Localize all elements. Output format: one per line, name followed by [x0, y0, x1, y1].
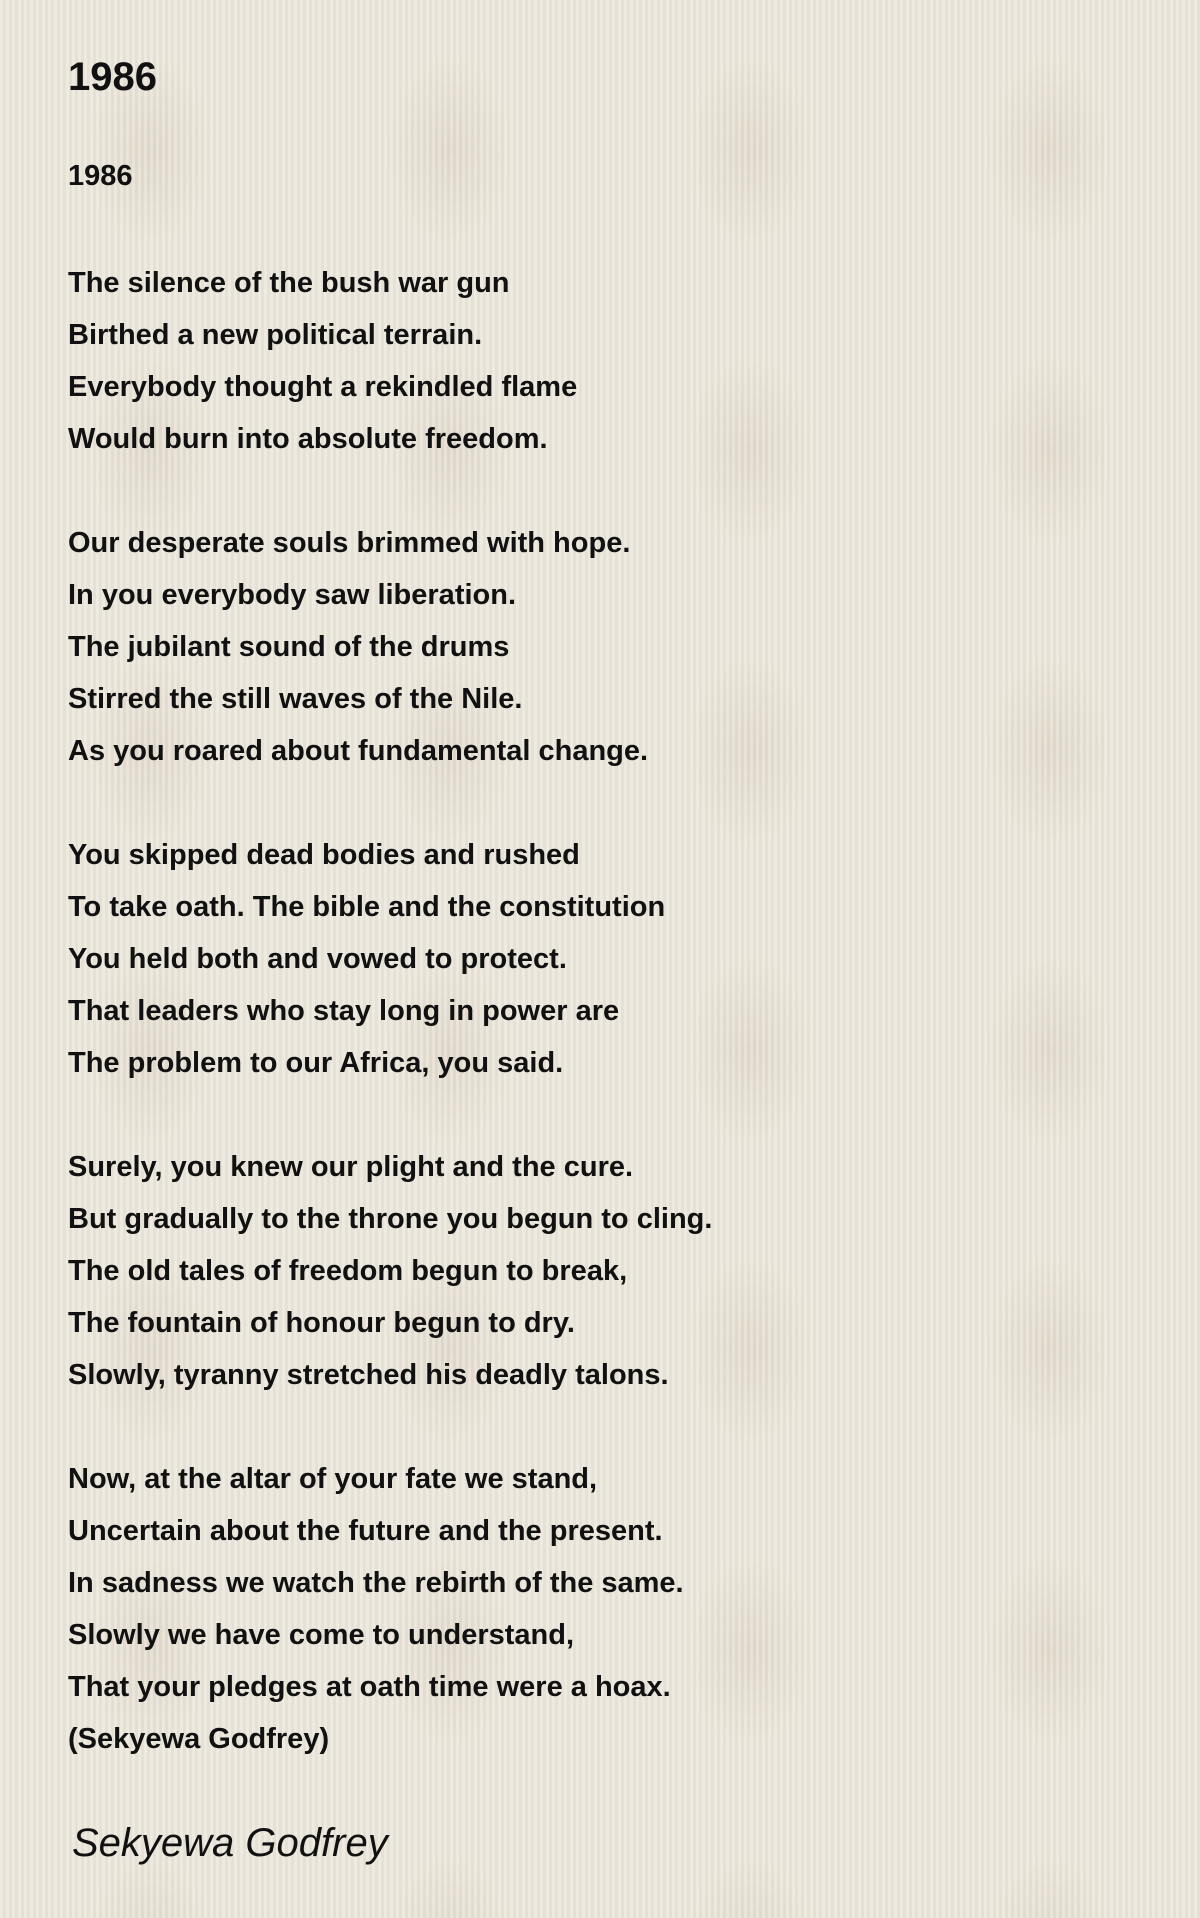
stanza-break [68, 777, 712, 829]
poem-line: Slowly, tyranny stretched his deadly talons. [68, 1359, 669, 1391]
poem-line: As you roared about fundamental change. [68, 735, 649, 767]
stanza-break [68, 1401, 712, 1453]
poem-line: In you everybody saw liberation. [68, 579, 517, 611]
stanza-break [68, 465, 712, 517]
poem-line: Now, at the altar of your fate we stand, [68, 1463, 598, 1495]
poem-line: That leaders who stay long in power are [68, 995, 620, 1027]
poem-line: You held both and vowed to protect. [68, 943, 567, 975]
poem-line: The jubilant sound of the drums [68, 631, 510, 663]
poem-line: In sadness we watch the rebirth of the same. [68, 1567, 684, 1599]
poem-line: But gradually to the throne you begun to cling. [68, 1203, 713, 1235]
poem-line: Slowly we have come to understand, [68, 1619, 575, 1651]
poem-line: Would burn into absolute freedom. [68, 423, 548, 455]
poem-line: Surely, you knew our plight and the cure. [68, 1151, 634, 1183]
poem-line: To take oath. The bible and the constitution [68, 891, 666, 923]
poem-line: The silence of the bush war gun [68, 267, 510, 299]
stanza-break [68, 1089, 712, 1141]
poem-line: The problem to our Africa, you said. [68, 1047, 564, 1079]
poem-title: 1986 [68, 55, 157, 99]
poem-line: That your pledges at oath time were a hoax. [68, 1671, 671, 1703]
poem-line: Uncertain about the future and the present. [68, 1515, 663, 1547]
poem-attribution: (Sekyewa Godfrey) [68, 1723, 330, 1755]
poem-line: Birthed a new political terrain. [68, 319, 483, 351]
poem-line: Our desperate souls brimmed with hope. [68, 527, 631, 559]
poem-line: The fountain of honour begun to dry. [68, 1307, 575, 1339]
poem-line: You skipped dead bodies and rushed [68, 839, 580, 871]
poem-line: The old tales of freedom begun to break, [68, 1255, 628, 1287]
poem-line: Everybody thought a rekindled flame [68, 371, 578, 403]
poem-subtitle: 1986 [68, 160, 133, 192]
author-name: Sekyewa Godfrey [72, 1821, 388, 1865]
poem-page [68, 0, 1148, 1918]
poem-line: Stirred the still waves of the Nile. [68, 683, 523, 715]
poem-body [68, 257, 712, 1765]
